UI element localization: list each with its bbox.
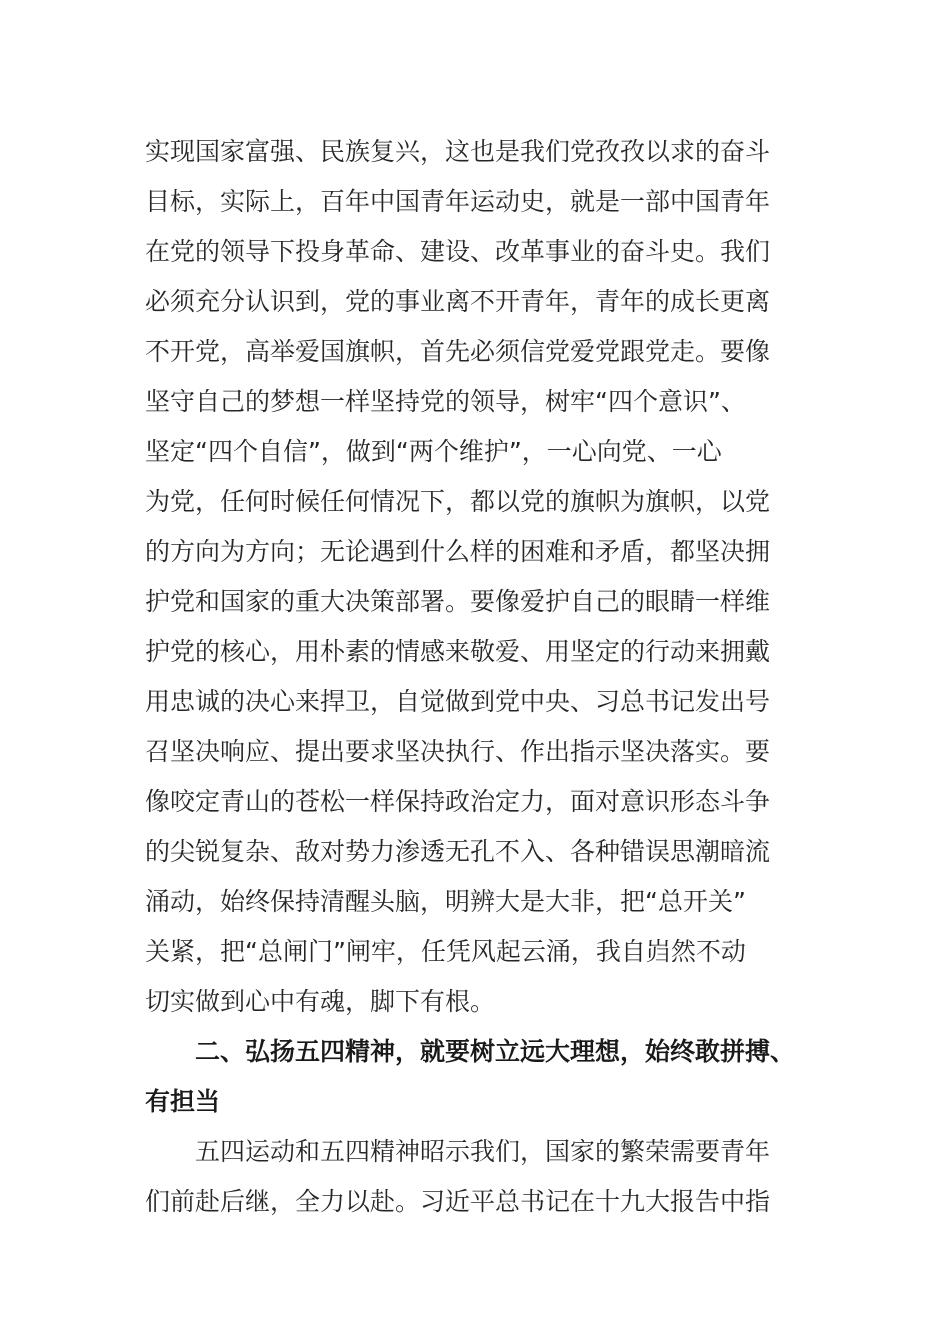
body-line: 护党的核心，用朴素的情感来敬爱、用坚定的行动来拥戴 — [145, 637, 771, 666]
body-line: 不开党，高举爱国旗帜，首先必须信党爱党跟党走。要像 — [145, 337, 771, 366]
body-line: 关紧，把“总闸门”闸牢，任凭风起云涌，我自岿然不动 — [145, 937, 746, 966]
body-line: 必须充分认识到，党的事业离不开青年，青年的成长更离 — [145, 287, 771, 316]
body-line: 像咬定青山的苍松一样保持政治定力，面对意识形态斗争 — [145, 787, 771, 816]
section-heading-line: 二、弘扬五四精神，就要树立远大理想，始终敢拼搏、 — [195, 1037, 796, 1066]
body-line: 坚定“四个自信”，做到“两个维护”，一心向党、一心 — [145, 437, 722, 466]
body-line: 实现国家富强、民族复兴，这也是我们党孜孜以求的奋斗 — [145, 137, 771, 166]
body-line: 护党和国家的重大决策部署。要像爱护自己的眼睛一样维 — [145, 587, 771, 616]
body-line: 目标，实际上，百年中国青年运动史，就是一部中国青年 — [145, 187, 771, 216]
section-heading-line: 有担当 — [145, 1087, 221, 1116]
document-body — [145, 127, 825, 1227]
body-line: 们前赴后继，全力以赴。习近平总书记在十九大报告中指 — [145, 1187, 771, 1216]
body-line: 召坚决响应、提出要求坚决执行、作出指示坚决落实。要 — [145, 737, 771, 766]
body-line: 的方向为方向；无论遇到什么样的困难和矛盾，都坚决拥 — [145, 537, 771, 566]
body-line: 为党，任何时候任何情况下，都以党的旗帜为旗帜，以党 — [145, 487, 771, 516]
body-line: 切实做到心中有魂，脚下有根。 — [145, 987, 496, 1016]
body-line: 五四运动和五四精神昭示我们，国家的繁荣需要青年 — [195, 1137, 771, 1166]
body-line: 用忠诚的决心来捍卫，自觉做到党中央、习总书记发出号 — [145, 687, 771, 716]
body-line: 涌动，始终保持清醒头脑，明辨大是大非，把“总开关” — [145, 887, 746, 916]
body-line: 的尖锐复杂、敌对势力渗透无孔不入、各种错误思潮暗流 — [145, 837, 771, 866]
body-line: 坚守自己的梦想一样坚持党的领导，树牢“四个意识”、 — [145, 387, 746, 416]
body-line: 在党的领导下投身革命、建设、改革事业的奋斗史。我们 — [145, 237, 771, 266]
